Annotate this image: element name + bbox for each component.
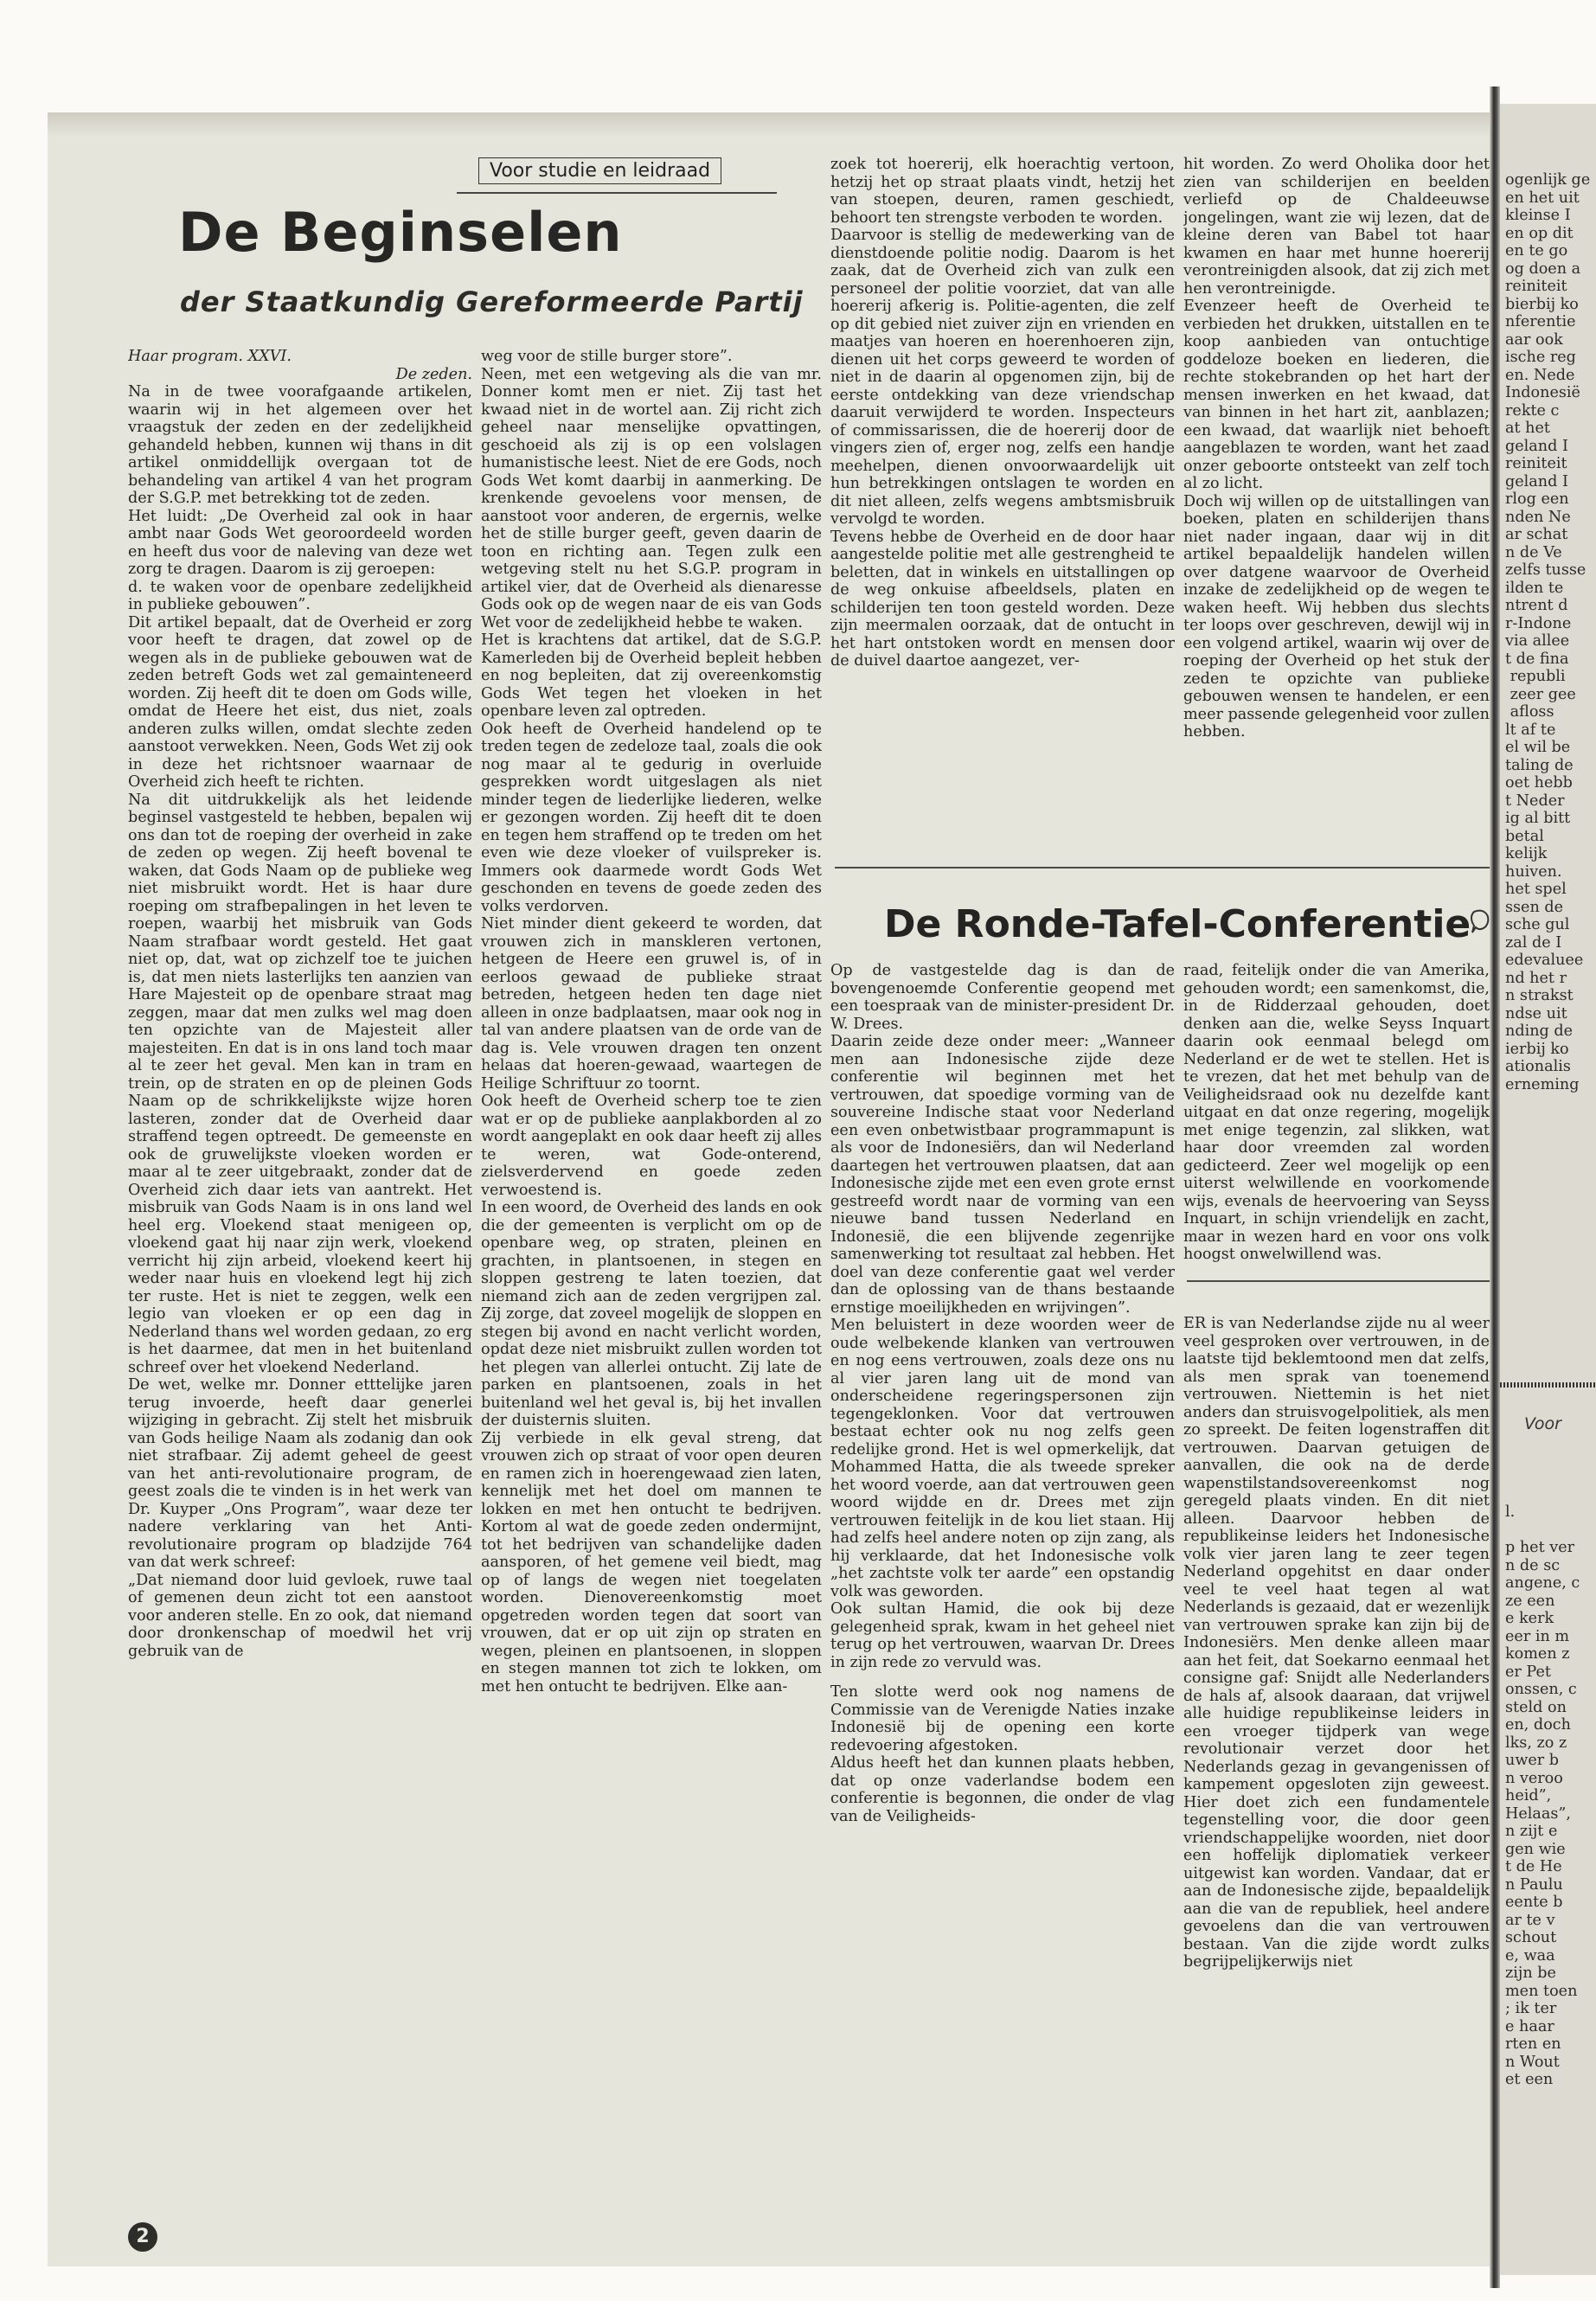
article1-column-3	[830, 156, 1175, 848]
section-label: De zeden.	[395, 365, 472, 383]
paragraph: Doch wij willen op de uitstallingen van boeken, platen en schilderijen thans niet nader ingaan, daar wij in dit artikel bepaaldelijk handelen willen over datgene waarvoor de Overheid inzake de zedelijkheid op de wegen te waken heeft. Wij hebben dus slechts ter loops over geschreven, dewijl wij in een volgend artikel, waarin wij over de roeping der Overheid op het stuk der zeden te opzichte van publieke gebouwen wensen te handelen, er een meer passende gelegenheid voor zullen hebben.	[1183, 492, 1490, 740]
article-title-beginselen: De Beginselen	[178, 201, 623, 264]
paragraph: „Dat niemand door luid gevloek, ruwe taal of gemenen deun zicht tot een aanstoot voor anderen stelle. En zo ook, dat niemand door dronkenschap of moedwil het vrij gebruik van de	[128, 1571, 472, 1660]
paragraph: Het luidt: „De Overheid zal ook in haar ambt naar Gods Wet georoordeeld worden en heeft dus voor de naleving van deze wet zorg te dragen. Daarom is zij geroepen:	[128, 507, 472, 578]
paragraph: Tevens hebbe de Overheid en de door haar aangestelde politie met alle gestrengheid te beletten, dat in winkels en uitstallingen op de weg onkuise afbeeldsels, platen en schilderijen ten toon gesteld worden. Deze zijn meermalen oorzaak, dat de ontucht in het hart ontstoken wordt en mensen door de duivel daartoe aangezet, ver-	[830, 528, 1175, 670]
section-divider	[835, 867, 1492, 868]
paragraph: raad, feitelijk onder die van Amerika, gehouden wordt; een samenkomst, die, in de Ridderzaal gehouden, doet denken aan die, welke Seyss Inquart daarin ook eenmaal belegd om Nederland er de wet te stellen. Het is te vrezen, dat het met behulp van de Veiligheidsraad ook nu dezelfde kant uitgaat en dat onze regering, mogelijk met enige tegenzin, zal slikken, wat haar door vreemden zal worden gedicteerd. Zeer wel mogelijk op een uiterst welwillende en voorkomende wijs, evenals de heervoering van Seyss Inquart, in schijn vriendelijk en zacht, maar in wezen hard en voor ons volk hoogst onwelwillend was.	[1183, 962, 1490, 1263]
paragraph: Daarin zeide deze onder meer: „Wanneer men aan Indonesische zijde deze conferentie wil beginnen met het vertrouwen, dat spoedige vorming van de souvereine Indische staat voor Nederland een even onbetwistbaar programmapunt is als voor de Indonesiërs, dan wil Nederland daartegen het vertrouwen plaatsen, dat aan Indonesische zijde met een even grote ernst gestreefd wordt naar de vorming van een nieuwe band tussen Nederland en Indonesië, die een blijvende zegenrijke samenwerking tot resultaat zal hebben. Het doel van deze conferentie gaat wel verder dan de oplossing van de thans bestaande ernstige moeilijkheden en wrijvingen”.	[830, 1033, 1175, 1317]
next-page-rule	[1500, 1382, 1596, 1388]
next-page-heading: Voor	[1524, 1414, 1561, 1433]
paragraph: d. te waken voor de openbare zedelijkheid in publieke gebouwen”.	[128, 578, 472, 613]
article1-column-1	[128, 348, 472, 2182]
paragraph: Ook heeft de Overheid scherp toe te zien wat er op de publieke aanplakborden al zo wordt aangeplakt en ook daar heeft zij alles te weren, wat Gode-onterend, zielsverdervend en goede zeden verwoestend is.	[481, 1093, 822, 1199]
section-kicker: Voor studie en leidraad	[478, 157, 721, 184]
paragraph: Aldus heeft het dan kunnen plaats hebben, dat op onze vaderlandse bodem een conferentie is begonnen, die onder de vlag van de Veiligheids-	[830, 1754, 1175, 1825]
paragraph: Het is krachtens dat artikel, dat de S.G.P. Kamerleden bij de Overheid bepleit hebben en nog bepleiten, dat zij overeenkomstig Gods Wet tegen het vloeken in het openbare leven zal optreden.	[481, 631, 822, 720]
paragraph: Zij verbiede in elk geval streng, dat vrouwen zich op straat of voor open deuren en ramen zich in hoerengewaad zien laten, kennelijk met het doel om mannen te lokken en met hen ontucht te bedrijven. Kortom al wat de goede zeden ondermijnt, tot het bedrijven van schandelijke daden aansporen, of het gemene veil biedt, mag op of langs de wegen niet toegelaten worden. Dienovereenkomstig moet opgetreden worden tegen dat soort van vrouwen, dat er op uit zijn op straten en wegen, pleinen en plantsoenen, in sloppen en stegen mannen tot zich te lokken, om met hen ontucht te bedrijven. Elke aan-	[481, 1429, 822, 1695]
next-page-text-2: l. p het ver n de sc angene, c ze een e kerk eer in m komen z er Pet onssen, c steld on en, doch lks, zo z uwer b n veroo heid”, Helaas”, n zijt e gen wie t de He n Paulu eente b ar te v schout e, waa zijn be men toen ; ik ter e haar rten en n Wout et een	[1505, 1503, 1580, 2088]
program-label: Haar program. XXVI.	[128, 348, 292, 365]
article1-column-2	[481, 348, 822, 2182]
paragraph: Na dit uitdrukkelijk als het leidende beginsel vastgesteld te hebben, bepalen wij ons dan tot de roeping der overheid in zake de zeden op wegen. Zij heeft bovenal te waken, dat Gods Naam op de publieke weg niet misbruikt wordt. Het is haar dure roeping om strafbepalingen in het leven te roepen, waarbij het misbruik van Gods Naam strafbaar wordt gesteld. Het gaat niet op, dat, wat op zichzelf toe te juichen is, dat men niets lasterlijks ten aanzien van Hare Majesteit op de openbare straat mag zeggen, maar dat men zulks wel mag doen ten opzichte van de Majesteit aller majesteiten. En dat is in ons land toch maar al te zeer het geval. Men kan in tram en trein, op de straten en op de pleinen Gods Naam op de schrikkelijkste wijze horen lasteren, zonder dat de Overheid daar straffend tegen optreedt. De gemeenste en ook de gruwelijkste vloeken worden er maar al te zeer uitgebraakt, zonder dat de Overheid zich daar iets van aantrekt. Het misbruik van Gods Naam is in ons land wel heel erg. Vloekend staat menigeen op, vloekend gaat hij naar zijn werk, vloekend verricht hij zijn arbeid, vloekend keert hij weder naar huis en vloekend legt hij zich ter ruste. Het is niet te zeggen, welk een legio van vloeken er op een dag in Nederland thans wel worden gedaan, zo erg is het daarmee, dat men in het buitenland schreef over het vloekend Nederland.	[128, 791, 472, 1376]
column-divider	[1187, 1280, 1490, 1282]
article2-column-4a	[1183, 962, 1490, 1273]
paragraph: Evenzeer heeft de Overheid te verbieden het drukken, uitstallen en te koop aanbieden van ontuchtige goddeloze boeken en liederen, die rechte stokebranden op het hart der mensen inwerken en het kwaad, dat van binnen in het hart zit, aanblazen; een kwaad, dat waarlijk niet behoeft aangeblazen te worden, want het zaad onzer geboorte ontsteekt van zelf toch al zo licht.	[1183, 298, 1490, 492]
paragraph: hit worden. Zo werd Oholika door het zien van schilderijen en beelden verliefd op de Chaldeeuwse jongelingen, want zie wij lezen, dat de kleine deren van Babel tot haar kwamen en haar met hunne hoererij verontreinigden alsook, dat zij zich met hen verontreinigde.	[1183, 156, 1490, 298]
paragraph: Daarvoor is stellig de medewerking van de dienstdoende politie nodig. Daarom is het zaak, dat de Overheid zich van zulk een personeel der politie voorziet, dat van alle hoererij afkerig is. Politie-agenten, die zelf op dit gebied niet zuiver zijn en vrienden en maatjes van hoeren en hoerenhoeren zijn, dienen uit het corps geweerd te worden of niet in de daarin al opgenomen zijn, bij de eerste ontdekking van deze vriendschap daaruit verwijderd te worden. Inspecteurs of commissarissen, die de hoererij door de vingers zien of, erger nog, zelfs een handje meehelpen, dienen onvoorwaardelijk uit hun betrekkingen ontslagen te worden en dit niet alleen, zelfs wegens ambtsmisbruik vervolgd te worden.	[830, 227, 1175, 528]
next-page-edge	[1500, 104, 1596, 2275]
paragraph: Men beluistert in deze woorden weer de oude welbekende klanken van vertrouwen en nog eens vertrouwen, zoals deze ons nu al vier jaren lang uit de mond van onderscheidene regeringspersonen zijn tegengeklonken. Voor dat vertrouwen bestaat echter ook nu nog zelfs geen redelijke grond. Het is wel opmerkelijk, dat Mohammed Hatta, die als tweede spreker het woord voerde, aan dat vertrouwen geen woord wijdde en dr. Drees met zijn vertrouwen feitelijk in de kou liet staan. Hij had zelfs heel andere noten op zijn zang, als hij verklaarde, dat het Indonesische volk „het zachtste volk ter aarde” een opstandig volk was geworden.	[830, 1317, 1175, 1600]
paragraph: Ook heeft de Overheid handelend op te treden tegen de zedeloze taal, zoals die ook nog maar al te gedurig in overluide gesprekken wordt uitgeslagen als niet minder tegen de liederlijke liederen, welke er gezongen worden. Zij heeft dit te doen en tegen hem straffend op te treden om het even wie deze vloeker of vuilspreker is. Immers ook daarmede wordt Gods Wet geschonden en tevens de goede zeden des volks verdorven.	[481, 720, 822, 915]
paragraph: In een woord, de Overheid des lands en ook die der gemeenten is verplicht om op de openbare weg, op straten, pleinen en grachten, in plantsoenen, in stegen en sloppen gestreng te laten toezien, dat niemand zich aan de zeden vergrijpen zal. Zij zorge, dat zoveel mogelijk de sloppen en stegen bij avond en nacht verlicht worden, opdat deze niet misbruikt zullen worden tot het plegen van allerlei ontucht. Zij late de parken en plantsoenen, zoals in het buitenland wel het geval is, bij het invallen der duisternis sluiten.	[481, 1199, 822, 1429]
paragraph: Ten slotte werd ook nog namens de Commissie van de Verenigde Naties inzake Indonesië bij de opening een korte redevoering afgestoken.	[830, 1683, 1175, 1754]
article1-column-4	[1183, 156, 1490, 848]
page-number: 2	[128, 2222, 157, 2252]
paragraph: Neen, met een wetgeving als die van mr. Donner komt men er niet. Zij tast het kwaad niet in de wortel aan. Zij richt zich geheel naar menselijke opvattingen, geschoeid als zij is op een volslagen humanistische leest. Niet de ere Gods, noch Gods Wet komt daarbij in aanmerking. De krenkende gevoelens voor mensen, de aanstoot voor anderen, de ergernis, welke het de stille burger geeft, geven daarin de toon en richting aan. Tegen zulk een wetgeving stelt nu het S.G.P. program in artikel vier, dat de Overheid als dienaresse Gods ook op de wegen naar de eis van Gods Wet voor de zedelijkheid hebbe te waken.	[481, 365, 822, 631]
article-subtitle-sgp: der Staatkundig Gereformeerde Partij	[180, 285, 804, 318]
paragraph: zoek tot hoererij, elk hoerachtig vertoon, hetzij het op straat plaats vindt, hetzij het van stoepen, deuren, ramen geschiedt, behoort ten strengste verboden te worden.	[830, 156, 1175, 227]
kicker-rule	[457, 192, 777, 194]
page-top-shadow	[48, 112, 1596, 137]
paragraph: Ook sultan Hamid, die ook bij deze gelegenheid sprak, kwam in het geheel niet terug op het vertrouwen, waarvan Dr. Drees in zijn rede zo vervuld was.	[830, 1600, 1175, 1671]
article-title-rtc: De Ronde-Tafel-Conferentie	[884, 902, 1471, 946]
paragraph: Na in de twee voorafgaande artikelen, waarin wij in het algemeen over het vraagstuk der zeden en der zedelijkheid gehandeld hebben, kunnen wij thans in dit artikel onmiddellijk overgaan tot de behandeling van artikel 4 van het program der S.G.P. met betrekking tot de zeden.	[128, 383, 472, 507]
binding-spine	[1490, 87, 1500, 2288]
paragraph: Niet minder dient gekeerd te worden, dat vrouwen zich in manskleren vertonen, hetgeen de Heere een gruwel is, of in eerloos gewaad de publieke straat betreden, hetgeen heden ten dage niet alleen in onze badplaatsen, maar ook nog in tal van andere plaatsen van de orde van de dag is. Vele vrouwen dragen ten onzent helaas dat hoeren-gewaad, waartegen de Heilige Schriftuur zo toornt.	[481, 915, 822, 1093]
paragraph: weg voor de stille burger store”.	[481, 348, 733, 365]
paragraph: ER is van Nederlandse zijde nu al weer veel gesproken over vertrouwen, in de laatste tijd beklemtoond men dat zelfs, als men sprak van toenemend vertrouwen. Niettemin is het niet anders dan struisvogelpolitiek, als men zo spreekt. De feiten logenstraffen dit vertrouwen. Daarvan getuigen de aanvallen, die ook na de derde wapenstilstandsovereenkomst nog geregeld plaats vinden. En dit niet alleen. Daarvoor hebben de republikeinse leiders het Indonesische volk vier jaren lang te zeer tegen Nederland opgehitst en daar onder veel te veel haat tegen al wat Nederlands is gezaaid, dat er wezenlijk van vertrouwen sprake kan zijn bij de Indonesiërs. Men denke alleen maar aan het feit, dat Soekarno eenmaal het consigne gaf: Snijdt alle Nederlanders de hals af, alsook daaraan, dat vrijwel alle huidige republikeinse leiders in een vroeger tijdperk van wege revolutionair verzet door het Nederlands gezag in gevangenissen of kampement opgesloten zijn geweest. Hier doet zich een fundamentele tegenstelling voor, die door geen vriendschappelijke woorden, niet door een hoffelijk diplomatiek verkeer uitgewist kan worden. Vandaar, dat er aan de Indonesische zijde, bepaaldelijk aan die van de republiek, heel andere gevoelens dan die van vertrouwen bestaan. Van die zijde wordt zulks begrijpelijkerwijs niet	[1183, 1315, 1490, 1971]
article2-column-3	[830, 962, 1175, 2182]
paragraph: De wet, welke mr. Donner etttelijke jaren terug invoerde, heeft daar generlei wijziging in gebracht. Zij stelt het misbruik van Gods heilige Naam als zodanig dan ook niet strafbaar. Zij ademt geheel de geest van het anti-revolutionaire program, de geest zoals die te vinden is in het werk van Dr. Kuyper „Ons Program”, waar deze ter nadere verklaring van het Anti-revolutionaire program op bladzijde 764 van dat werk schreef:	[128, 1376, 472, 1571]
paragraph: Op de vastgestelde dag is dan de bovengenoemde Conferentie geopend met een toespraak van de minister-president Dr. W. Drees.	[830, 962, 1175, 1033]
next-page-text: ogenlijk ge en het uit kleinse I en op dit en te go og doen a reiniteit bierbij ko nferentie aar ook ische reg en. Nede Indonesië rekte c at het geland I reiniteit geland I rlog een nden Ne ar schat n de Ve zelfs tusse ilden te ntrent d r-Indone via allee t de fina republi zeer gee afloss lt af te el wil be taling de oet hebb t Neder ig al bitt betal kelijk huiven. het spel ssen de sche gul zal de I edevaluee nd het r n strakst ndse uit nding de ierbij ko ationalis erneming	[1505, 171, 1591, 1093]
article2-column-4b	[1183, 1315, 1490, 2180]
paragraph: Dit artikel bepaalt, dat de Overheid er zorg voor heeft te dragen, dat zowel op de wegen als in de publieke gebouwen wat de zeden betreft Gods wet zal gemainteneerd worden. Zij heeft dit te doen om Gods wille, omdat de Heere het eist, dus niet, zoals anderen zulks willen, omdat slechte zeden aanstoot verwekken. Neen, Gods Wet zij ook in deze het richtsnoer waarnaar de Overheid zich heeft te richten.	[128, 613, 472, 791]
speech-bubble-icon	[1471, 908, 1491, 934]
